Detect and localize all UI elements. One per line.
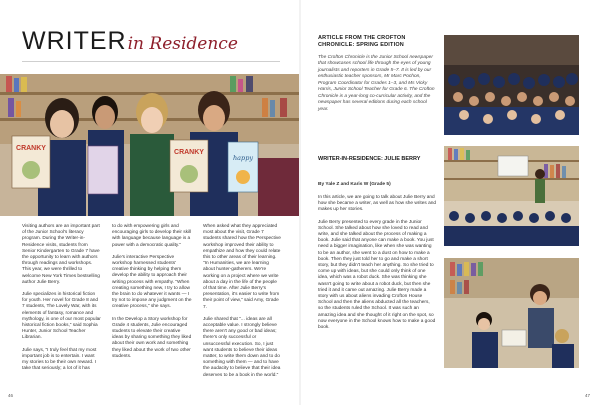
paragraph: Julie specializes in historical fiction for youth. Her novel for Grade 8 and 7 students, The Lovely War, with its elements of fantasy, romance and mythology, is one of our most popular historical fiction books," said Sophia Hunter, Junior School Teacher Librarian. bbox=[22, 292, 101, 341]
paragraph: Visiting authors are an important part of the Junior School's literacy program. During the Writer-in-Residence visits, students from Senior Kindergarten to Grade 7 have the opportunity to learn with authors through readings and workshops. This year, we were thrilled to welcome New York Times bestselling author Julie Berry. bbox=[22, 224, 100, 285]
title-script: in Residence bbox=[127, 34, 238, 54]
sidebar-heading: ARTICLE FROM THE CROFTON CHRONICLE: SPRING EDITION bbox=[318, 35, 406, 48]
paragraph: In this article, we are going to talk about Julie Berry and how she became a writer, as well as how she writes and makes up her stories. bbox=[318, 195, 437, 213]
title-divider bbox=[22, 61, 280, 62]
left-column-1 bbox=[22, 224, 101, 372]
paragraph: to do with empowering girls and encouraging girls to develop their skill with language because language is a power with a democratic quality." bbox=[112, 224, 192, 248]
photo-classroom-reading bbox=[444, 258, 579, 368]
page-title bbox=[22, 27, 238, 57]
byline: By Yale Z and Karis W (Grade 5) bbox=[318, 182, 391, 187]
spread-gutter bbox=[299, 0, 301, 405]
paragraph: Julie says, "I truly feel that my most important job is to entertain. I want my stories to be their own reward. I take that seriously; a lot of it has bbox=[22, 347, 97, 372]
paragraph: Julie's interactive Perspective workshop harnessed students' creative thinking by helping them develop the ability to approach their writing process with empathy. "When creating something new, I try to allow the brain to do whatever it wants — I try not to impose any judgment on the creative process," she says. bbox=[112, 254, 192, 310]
page-number-right: 47 bbox=[585, 393, 591, 398]
title-main: WRITER bbox=[22, 27, 127, 55]
book-title-left: CRANKY bbox=[16, 145, 46, 152]
left-column-3 bbox=[203, 224, 281, 379]
left-column-2 bbox=[112, 224, 192, 360]
photo-assembly-audience bbox=[444, 35, 579, 135]
book-title-right-1: CRANKY bbox=[174, 149, 204, 156]
photo-students-with-books bbox=[0, 74, 299, 216]
sidebar bbox=[318, 35, 436, 165]
article-heading: WRITER-IN-RESIDENCE: JULIE BERRY bbox=[318, 156, 421, 162]
photo-library-talk bbox=[444, 146, 579, 246]
right-body bbox=[318, 195, 436, 331]
book-title-right-2: happy bbox=[232, 154, 254, 162]
paragraph: When asked what they appreciated most about the visit, Grade 7 students shared how the Perspective workshop improved their ability to empathize and how they could relate this to other areas of their learning. "In Humanities, we are learning about hunter-gatherers. We're working on a project where we write about a day in the life of the people of that time. After Julie Berry's presentation, it's easier to write from their point of view," said Amy, Grade 7. bbox=[203, 224, 281, 310]
paragraph: Julie shared that "... ideas are all acceptable value. I strongly believe there aren't any good or bad ideas; there's only successful or unsuccessful execution. So, I just want students to believe their ideas matter, to write them down and to do something with them — and to have the audacity to believe that their idea deserves to be a book in the world." bbox=[203, 316, 281, 378]
paragraph: In the Develop a Story workshop for Grade 4 students, Julie encouraged students to elevate their creative ideas by sharing something they liked about their own work and something they liked about the work of two other students. bbox=[112, 316, 192, 359]
paragraph: Julie Berry presented to every grade in the Junior School. She talked about how she loved to read and write, and she talked about the process of making a book. Julie said that anyone can make a book. You just need a bigger imagination, like when she was wanting to be an author, she went to a dust on how to make a book. Then they just told her to go and make a short story, but they didn't teach her anything. So she tried to come up with ideas, but she could only think of one idea, which was a robot duck. She was thinking she wasn't going to write about a robot duck, but then she tried it and it came out amazing. Julie Berry made a story with us about aliens invading Crofton House School and then the aliens abducted all the teachers, so the students ruled the School. It was such an amazing idea and she thought of it right on the spot, so now everyone in the School knows how to make a good book. bbox=[318, 219, 436, 331]
sidebar-intro: The Crofton Chronicle is the Junior School newspaper that showcases school life through the eyes of young journalists and reporters in Grade 5–7. It is led by our enthusiastic teacher sponsors, Mr Marc Pochon, Program Coordinator for Grades 1–3, and Ms Vicky Harris, Junior School Teacher for Grade 6. The Crofton Chronicle is a year-long co-curricular activity, and the newspaper has several editions during each school year. bbox=[318, 54, 435, 112]
page-number-left: 46 bbox=[8, 393, 14, 398]
